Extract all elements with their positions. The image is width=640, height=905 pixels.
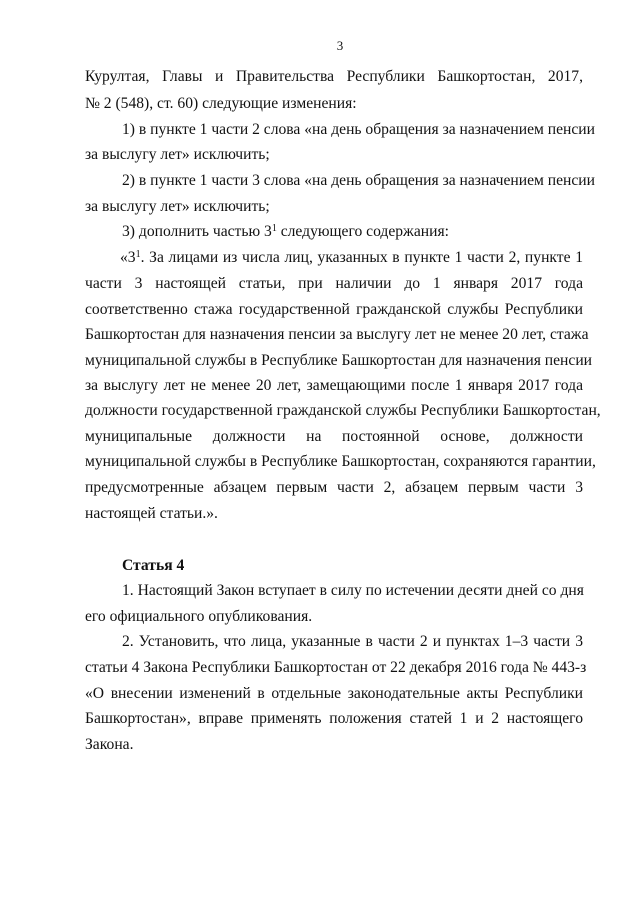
text-line: его официального опубликования. <box>85 608 313 625</box>
text-fragment: . За лицами из числа лиц, указанных в пункте 1 части 2, пункте 1 <box>140 249 583 266</box>
text-line: Курултая, Главы и Правительства Республики Башкортостан, 2017, <box>85 68 583 85</box>
text-line: статьи 4 Закона Республики Башкортостан от 22 декабря 2016 года № 443-з <box>85 659 587 676</box>
article-heading: Статья 4 <box>122 557 185 574</box>
text-line: Закона. <box>85 736 134 753</box>
text-line: Башкортостан для назначения пенсии за выслугу лет не менее 20 лет, стажа <box>85 326 589 343</box>
text-line: муниципальной службы в Республике Башкортостан для назначения пенсии <box>85 352 593 369</box>
text-line: муниципальной службы в Республике Башкортостан, сохраняются гарантии, <box>85 453 596 470</box>
superscript: 1 <box>135 249 141 260</box>
text-line: № 2 (548), ст. 60) следующие изменения: <box>85 95 357 112</box>
list-item-line: 2) в пункте 1 части 3 слова «на день обращения за назначением пенсии <box>122 172 595 189</box>
text-line: 1. Настоящий Закон вступает в силу по истечении десяти дней со дня <box>122 582 584 599</box>
list-item-line <box>122 223 583 241</box>
text-line: соответственно стажа государственной гражданской службы Республики <box>85 301 583 318</box>
text-line: должности государственной гражданской службы Республики Башкортостан, <box>85 402 601 419</box>
text-line: части 3 настоящей статьи, при наличии до 1 января 2017 года <box>85 275 583 292</box>
text-fragment: «3 <box>120 249 136 266</box>
page-number: 3 <box>336 38 344 53</box>
list-item-line: за выслугу лет» исключить; <box>85 146 270 163</box>
text-line: муниципальные должности на постоянной основе, должности <box>85 428 583 445</box>
list-item-line: 1) в пункте 1 части 2 слова «на день обращения за назначением пенсии <box>122 121 595 138</box>
text-line: 2. Установить, что лица, указанные в части 2 и пунктах 1–3 части 3 <box>122 633 583 650</box>
list-item-line: за выслугу лет» исключить; <box>85 198 270 215</box>
superscript: 1 <box>271 223 277 234</box>
quoted-paragraph-line <box>120 249 583 267</box>
text-fragment: следующего содержания: <box>276 223 449 240</box>
text-line: предусмотренные абзацем первым части 2, абзацем первым части 3 <box>85 479 583 496</box>
text-line: за выслугу лет не менее 20 лет, замещающими после 1 января 2017 года <box>85 377 583 394</box>
text-fragment: 3) дополнить частью 3 <box>122 223 272 240</box>
text-line: Башкортостан», вправе применять положения статей 1 и 2 настоящего <box>85 710 583 727</box>
text-line: настоящей статьи.». <box>85 505 218 522</box>
text-line: «О внесении изменений в отдельные законодательные акты Республики <box>85 685 583 702</box>
